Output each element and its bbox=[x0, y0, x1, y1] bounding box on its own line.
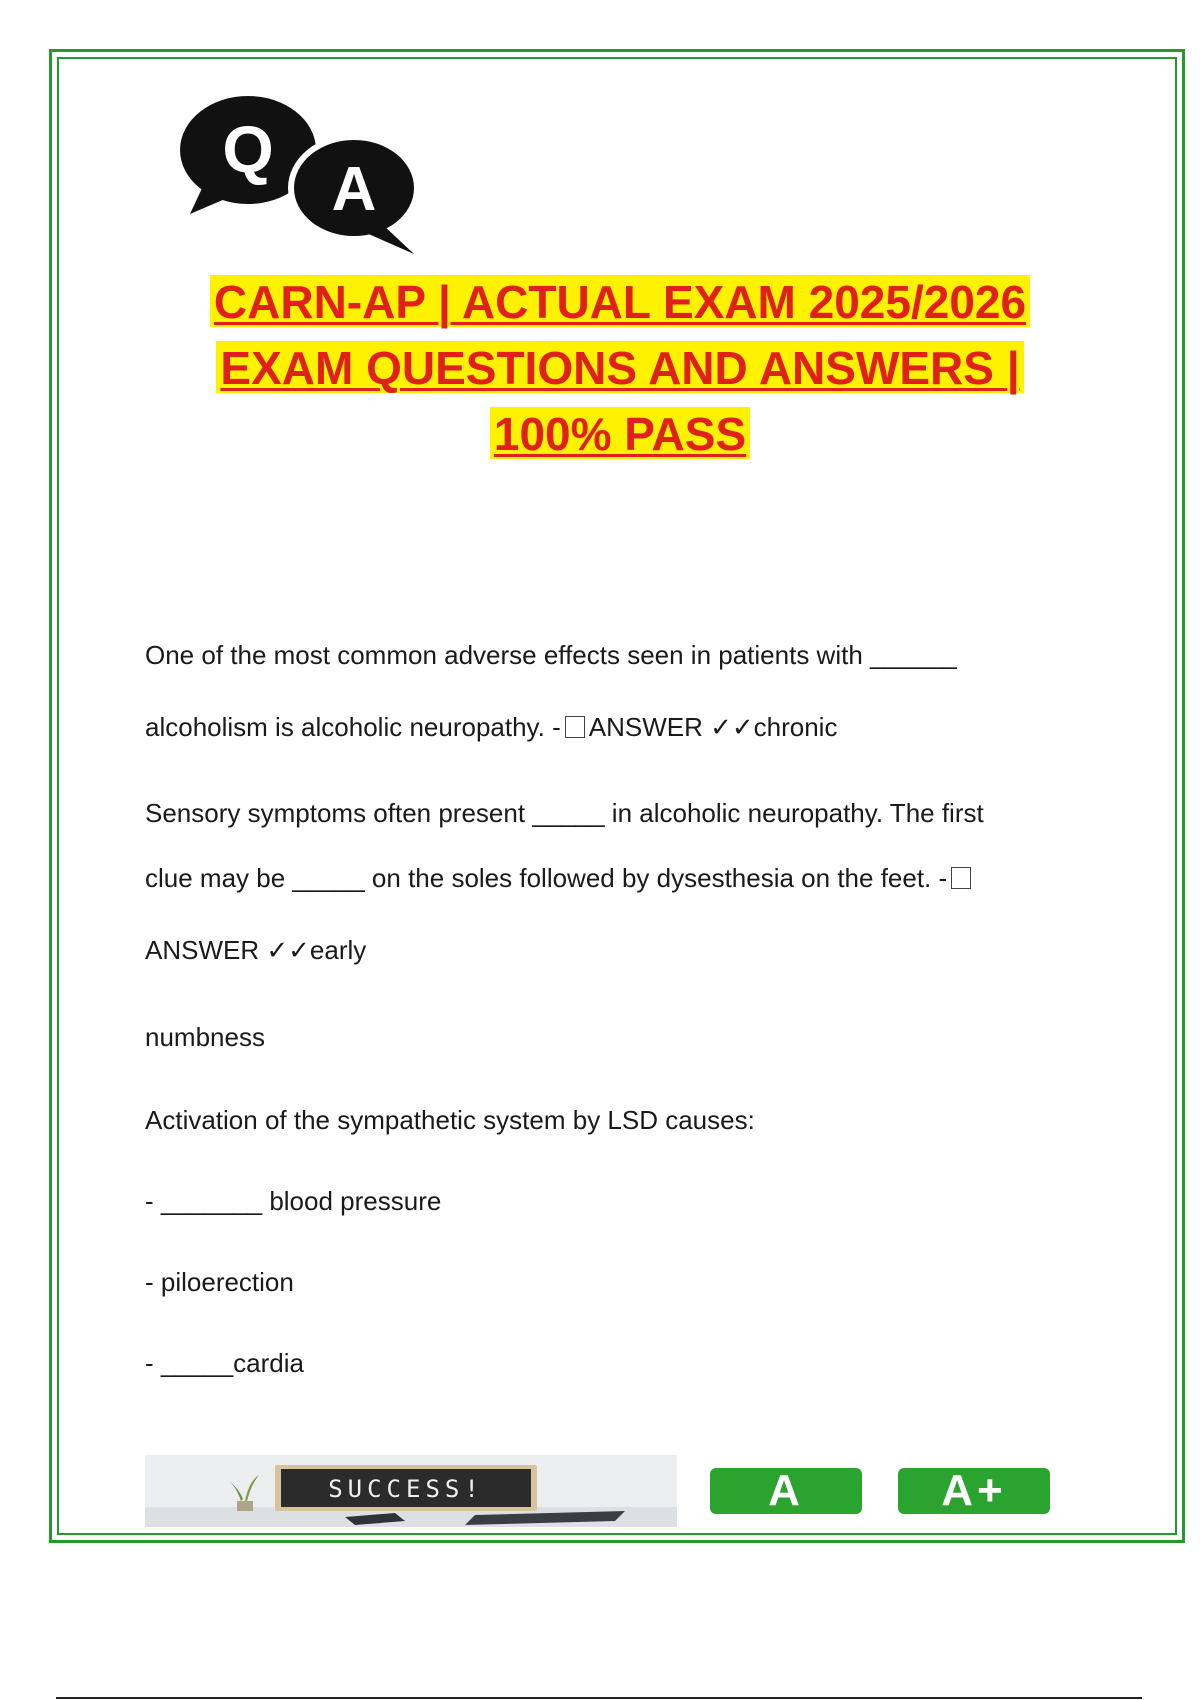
q2-answer-cont: numbness bbox=[145, 1022, 265, 1052]
missing-glyph-icon bbox=[951, 867, 971, 889]
success-banner-graphic bbox=[145, 1455, 677, 1527]
a-bubble-icon bbox=[288, 134, 420, 254]
q1-answer: ANSWER ✓✓chronic bbox=[588, 712, 838, 742]
grade-a-badge: A bbox=[710, 1468, 862, 1514]
success-banner-image bbox=[145, 1455, 677, 1527]
page-border bbox=[49, 49, 1185, 1543]
missing-glyph-icon bbox=[565, 716, 585, 738]
q2-line-2-text: clue may be _____ on the soles followed by dysesthesia on the feet. - bbox=[145, 863, 948, 893]
grade-a-plus-badge: A+ bbox=[898, 1468, 1050, 1514]
q3-line-3: - piloerection bbox=[145, 1267, 294, 1297]
title-line-3: 100% PASS bbox=[490, 407, 750, 459]
q2-answer: ANSWER ✓✓early bbox=[145, 935, 367, 965]
title-line-2: EXAM QUESTIONS AND ANSWERS | bbox=[216, 341, 1023, 393]
q1-line-1: One of the most common adverse effects seen in patients with ______ bbox=[145, 640, 957, 670]
q3-line-4: - _____cardia bbox=[145, 1348, 304, 1378]
footer-divider bbox=[56, 1697, 1142, 1699]
document-title bbox=[150, 275, 1090, 473]
qa-logo-icon bbox=[176, 92, 436, 262]
q3-line-1: Activation of the sympathetic system by LSD causes: bbox=[145, 1105, 755, 1135]
title-line-1: CARN-AP | ACTUAL EXAM 2025/2026 bbox=[210, 275, 1030, 327]
q1-line-2-text: alcoholism is alcoholic neuropathy. - bbox=[145, 712, 561, 742]
logo-q-text: Q bbox=[222, 112, 274, 186]
success-board-icon bbox=[275, 1465, 537, 1511]
q3-line-2: - _______ blood pressure bbox=[145, 1186, 442, 1216]
q2-line-1: Sensory symptoms often present _____ in alcoholic neuropathy. The first bbox=[145, 798, 984, 828]
q2-line-2 bbox=[145, 863, 975, 893]
logo-a-text: A bbox=[331, 155, 377, 224]
q1-line-2 bbox=[145, 712, 837, 742]
success-text: SUCCESS! bbox=[328, 1475, 484, 1503]
